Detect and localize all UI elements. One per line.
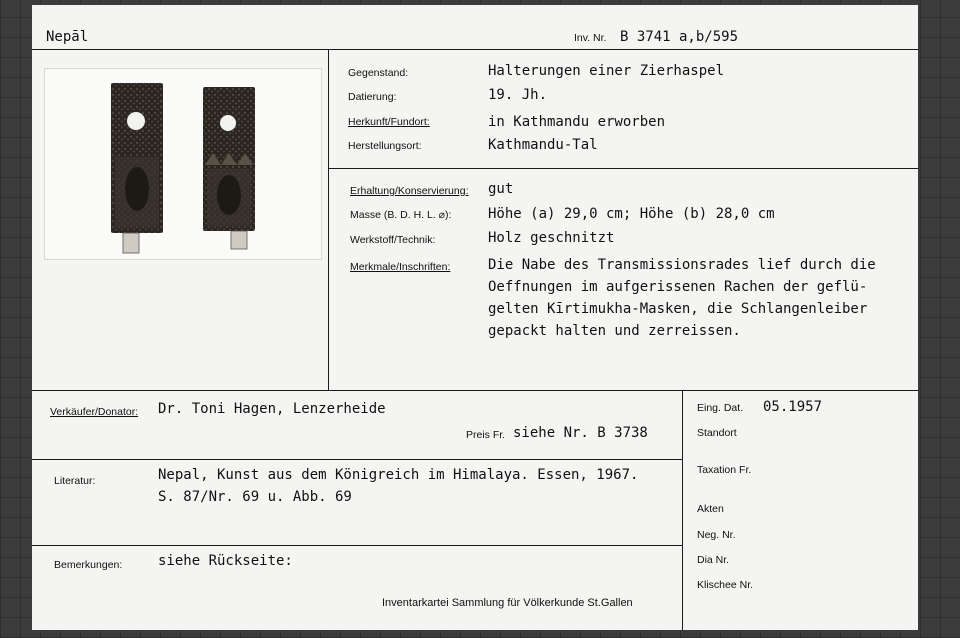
rule-seller <box>32 459 682 460</box>
footer-text: Inventarkartei Sammlung für Völkerkunde St.Gallen <box>382 597 633 609</box>
erhaltung-value: gut <box>488 181 514 197</box>
masse-label: Masse (B. D. H. L. ⌀): <box>350 209 452 221</box>
merkmale-line-1: Die Nabe des Transmissionsrades lief durch die <box>488 257 876 273</box>
country: Nepāl <box>46 29 89 45</box>
preis-value: siehe Nr. B 3738 <box>513 425 648 441</box>
rule-header <box>32 49 918 50</box>
herstellungsort-value: Kathmandu-Tal <box>488 137 598 153</box>
seller-value: Dr. Toni Hagen, Lenzerheide <box>158 401 386 417</box>
carving-b <box>203 87 255 249</box>
merkmale-label: Merkmale/Inschriften: <box>350 261 451 273</box>
literature-line-2: S. 87/Nr. 69 u. Abb. 69 <box>158 489 352 505</box>
eing-value: 05.1957 <box>763 399 823 415</box>
gegenstand-label: Gegenstand: <box>348 67 409 79</box>
inv-value: B 3741 a,b/595 <box>620 29 739 45</box>
akten-label: Akten <box>697 503 724 515</box>
gegenstand-value: Halterungen einer Zierhaspel <box>488 63 725 79</box>
preis-label: Preis Fr. <box>466 429 506 441</box>
neg-label: Neg. Nr. <box>697 529 736 541</box>
literature-line-1: Nepal, Kunst aus dem Königreich im Himalaya. Essen, 1967. <box>158 467 639 483</box>
merkmale-line-3: gelten Kīrtimukha-Masken, die Schlangenleiber <box>488 301 868 317</box>
standort-label: Standort <box>697 427 737 439</box>
rule-main <box>32 390 918 391</box>
dia-label: Dia Nr. <box>697 554 730 566</box>
masse-value: Höhe (a) 29,0 cm; Höhe (b) 28,0 cm <box>488 206 775 222</box>
carving-image <box>45 69 321 259</box>
object-photo <box>44 68 322 260</box>
datierung-value: 19. Jh. <box>488 87 548 103</box>
datierung-label: Datierung: <box>348 91 397 103</box>
rule-side <box>682 390 683 630</box>
eing-label: Eing. Dat. <box>697 402 744 414</box>
carving-a <box>111 83 163 253</box>
werkstoff-value: Holz geschnitzt <box>488 230 615 246</box>
rule-photo-right <box>328 49 329 390</box>
herkunft-label: Herkunft/Fundort: <box>348 116 430 128</box>
klischee-label: Klischee Nr. <box>697 579 754 591</box>
rule-object <box>328 168 918 169</box>
inv-label: Inv. Nr. <box>574 32 607 44</box>
inventory-card <box>32 5 918 630</box>
seller-label: Verkäufer/Donator: <box>50 406 139 418</box>
herkunft-value: in Kathmandu erworben <box>488 114 666 130</box>
literature-label: Literatur: <box>54 475 96 487</box>
werkstoff-label: Werkstoff/Technik: <box>350 234 436 246</box>
rule-literature <box>32 545 682 546</box>
erhaltung-label: Erhaltung/Konservierung: <box>350 185 469 197</box>
merkmale-line-4: gepackt halten und zerreissen. <box>488 323 741 339</box>
remarks-label: Bemerkungen: <box>54 559 123 571</box>
merkmale-line-2: Oeffnungen im aufgerissenen Rachen der geflü- <box>488 279 868 295</box>
remarks-value: siehe Rückseite: <box>158 553 293 569</box>
herstellungsort-label: Herstellungsort: <box>348 140 422 152</box>
taxation-label: Taxation Fr. <box>697 464 752 476</box>
